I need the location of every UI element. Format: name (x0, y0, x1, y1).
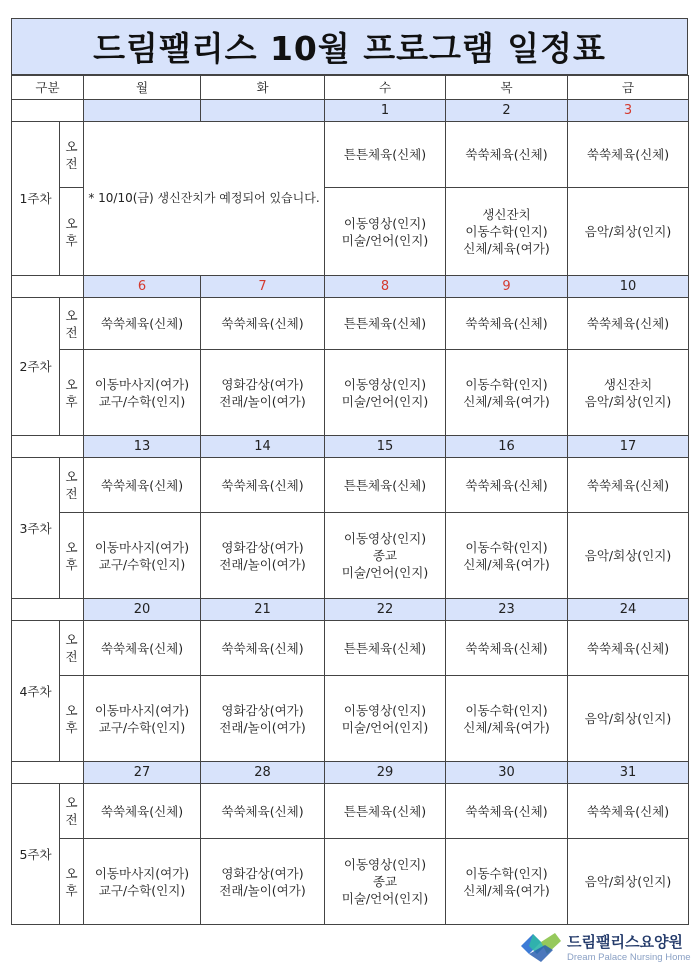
am-row (12, 298, 689, 350)
am-program-cell: 쑥쑥체육(신체) (201, 784, 325, 839)
am-label-char: 전 (65, 486, 78, 501)
date-cell: 24 (568, 599, 689, 621)
header-row (12, 76, 689, 100)
pm-label (60, 676, 84, 762)
am-label-char: 전 (65, 155, 78, 171)
pm-label (60, 839, 84, 925)
pm-program-cell (568, 188, 689, 276)
program-line: 미술/언어(인지) (341, 232, 429, 248)
pm-program-cell (84, 350, 201, 436)
date-cell: 31 (568, 762, 689, 784)
week-label: 1주차 (12, 122, 60, 276)
date-cell: 21 (201, 599, 325, 621)
am-program-cell: 쑥쑥체육(신체) (568, 621, 689, 676)
program-line: 이동마사지(여가) (94, 865, 190, 881)
date-row-label-cell (12, 436, 84, 458)
date-cell: 7 (201, 276, 325, 298)
am-program-cell: 튼튼체육(신체) (325, 621, 446, 676)
program-line: 생신잔치 (603, 376, 653, 392)
am-label (60, 122, 84, 188)
program-line: 신체/체육(여가) (463, 719, 550, 735)
program-line: 음악/회상(인지) (584, 874, 672, 889)
am-program-cell: 쑥쑥체육(신체) (84, 298, 201, 350)
am-program-cell: 쑥쑥체육(신체) (84, 784, 201, 839)
am-program-cell: 쑥쑥체육(신체) (446, 784, 568, 839)
week-label: 3주차 (12, 458, 60, 599)
logo-name-en: Dream Palace Nursing Home (567, 952, 691, 963)
am-program-cell: 쑥쑥체육(신체) (446, 621, 568, 676)
pm-program-cell (446, 839, 568, 925)
pm-program-cell (446, 188, 568, 276)
am-program-cell: 쑥쑥체육(신체) (446, 298, 568, 350)
am-label (60, 784, 84, 839)
am-program-cell: 쑥쑥체육(신체) (446, 458, 568, 513)
pm-label-char: 오 (65, 702, 78, 718)
program-line: 음악/회상(인지) (584, 711, 672, 726)
am-program-cell: 쑥쑥체육(신체) (201, 458, 325, 513)
date-cell: 9 (446, 276, 568, 298)
am-program-cell: 튼튼체육(신체) (325, 298, 446, 350)
pm-program-cell (568, 676, 689, 762)
pm-label-char: 후 (65, 393, 78, 409)
program-line: 이동영상(인지) (343, 857, 427, 872)
am-program-cell: 쑥쑥체육(신체) (568, 458, 689, 513)
pm-program-cell (325, 839, 446, 925)
header-day-mon: 월 (84, 76, 201, 100)
logo-name-ko: 드림팰리스요양원 (567, 933, 683, 951)
program-line: 미술/언어(인지) (341, 719, 429, 735)
am-label-char: 오 (65, 632, 78, 647)
am-program-cell: 쑥쑥체육(신체) (446, 122, 568, 188)
pm-program-cell (201, 839, 325, 925)
program-line: 전래/놀이(여가) (219, 882, 306, 898)
header-day-tue: 화 (201, 76, 325, 100)
date-cell: 17 (568, 436, 689, 458)
date-cell: 29 (325, 762, 446, 784)
am-program-cell: 쑥쑥체육(신체) (568, 784, 689, 839)
am-program-cell: 쑥쑥체육(신체) (201, 298, 325, 350)
am-program-cell: 쑥쑥체육(신체) (201, 621, 325, 676)
pm-row (12, 350, 689, 436)
program-line: 이동수학(인지) (465, 224, 548, 239)
program-line: 생신잔치 (482, 207, 531, 222)
am-label-char: 전 (65, 324, 78, 340)
pm-label (60, 188, 84, 276)
am-label (60, 458, 84, 513)
am-row (12, 458, 689, 513)
week-label: 4주차 (12, 621, 60, 762)
date-row (12, 762, 689, 784)
date-cell (201, 100, 325, 122)
program-line: 종교 (372, 548, 398, 563)
am-label-char: 오 (65, 795, 78, 810)
date-cell: 23 (446, 599, 568, 621)
am-program-cell: 쑥쑥체육(신체) (84, 621, 201, 676)
pm-label-char: 후 (65, 719, 78, 735)
date-cell: 1 (325, 100, 446, 122)
pm-program-cell (201, 513, 325, 599)
pm-program-cell (84, 839, 201, 925)
program-line: 신체/체육(여가) (463, 882, 550, 898)
am-label-char: 오 (65, 469, 78, 484)
am-label-char: 오 (65, 307, 78, 323)
date-cell: 14 (201, 436, 325, 458)
program-line: 음악/회상(인지) (584, 224, 672, 239)
date-row-label-cell (12, 762, 84, 784)
pm-label-char: 오 (65, 215, 78, 231)
pm-program-cell (325, 676, 446, 762)
pm-program-cell (568, 350, 689, 436)
pm-program-cell (325, 513, 446, 599)
header-day-wed: 수 (325, 76, 446, 100)
pm-row (12, 839, 689, 925)
pm-program-cell (568, 839, 689, 925)
program-line: 전래/놀이(여가) (219, 393, 306, 409)
pm-program-cell (446, 513, 568, 599)
program-line: 전래/놀이(여가) (219, 556, 306, 572)
date-cell (84, 100, 201, 122)
program-line: 이동마사지(여가) (94, 376, 190, 392)
am-row (12, 122, 689, 188)
date-cell: 2 (446, 100, 568, 122)
date-row-label-cell (12, 599, 84, 621)
date-cell: 16 (446, 436, 568, 458)
pm-row (12, 676, 689, 762)
am-program-cell: 쑥쑥체육(신체) (84, 458, 201, 513)
program-line: 미술/언어(인지) (341, 891, 429, 906)
program-line: 종교 (372, 874, 398, 889)
schedule-body (12, 76, 689, 925)
am-row (12, 621, 689, 676)
date-cell: 8 (325, 276, 446, 298)
pm-row (12, 513, 689, 599)
pm-label (60, 513, 84, 599)
pm-program-cell (201, 676, 325, 762)
date-cell: 27 (84, 762, 201, 784)
program-line: 이동마사지(여가) (94, 539, 190, 555)
pm-program-cell (325, 188, 446, 276)
pm-label-char: 후 (65, 882, 78, 898)
program-line: 이동영상(인지) (343, 702, 427, 718)
program-line: 교구/수학(인지) (98, 393, 186, 409)
am-program-cell: 쑥쑥체육(신체) (568, 298, 689, 350)
am-label-char: 오 (65, 138, 78, 154)
am-program-cell: 튼튼체육(신체) (325, 458, 446, 513)
program-line: 미술/언어(인지) (341, 565, 429, 580)
program-line: 신체/체육(여가) (463, 241, 550, 256)
date-cell: 30 (446, 762, 568, 784)
program-line: 이동영상(인지) (343, 215, 427, 231)
week-label: 2주차 (12, 298, 60, 436)
program-line: 이동영상(인지) (343, 531, 427, 546)
am-label (60, 298, 84, 350)
program-line: 교구/수학(인지) (98, 556, 186, 572)
program-line: 교구/수학(인지) (98, 719, 186, 735)
program-line: 이동수학(인지) (465, 376, 548, 392)
program-line: 영화감상(여가) (221, 865, 304, 881)
am-program-cell: 튼튼체육(신체) (325, 122, 446, 188)
date-cell: 10 (568, 276, 689, 298)
date-cell: 20 (84, 599, 201, 621)
program-line: 교구/수학(인지) (98, 882, 186, 898)
pm-label-char: 후 (65, 556, 78, 572)
schedule-table (11, 75, 689, 925)
pm-label-char: 오 (65, 539, 78, 555)
am-label-char: 전 (65, 812, 78, 827)
program-line: 전래/놀이(여가) (219, 719, 306, 735)
am-row (12, 784, 689, 839)
program-line: 이동수학(인지) (465, 702, 548, 718)
program-line: 이동수학(인지) (465, 865, 548, 881)
pm-program-cell (84, 513, 201, 599)
pm-label-char: 오 (65, 865, 78, 881)
pm-program-cell (84, 676, 201, 762)
pm-program-cell (446, 676, 568, 762)
date-row-label-cell (12, 276, 84, 298)
date-row (12, 276, 689, 298)
date-cell: 28 (201, 762, 325, 784)
pm-label (60, 350, 84, 436)
am-program-cell: 쑥쑥체육(신체) (568, 122, 689, 188)
program-line: 음악/회상(인지) (584, 548, 672, 563)
date-row-label-cell (12, 100, 84, 122)
program-line: 미술/언어(인지) (341, 393, 429, 409)
week-label: 5주차 (12, 784, 60, 925)
program-line: 신체/체육(여가) (463, 556, 550, 572)
program-line: 이동수학(인지) (465, 539, 548, 555)
program-line: 신체/체육(여가) (463, 393, 550, 409)
header-day-fri: 금 (568, 76, 689, 100)
page-title: 드림팰리스 10월 프로그램 일정표 (11, 18, 688, 75)
date-cell: 3 (568, 100, 689, 122)
logo-heart-icon (521, 933, 561, 962)
pm-label-char: 후 (65, 232, 78, 248)
pm-program-cell (446, 350, 568, 436)
program-line: 이동영상(인지) (343, 376, 427, 392)
header-day-thu: 목 (446, 76, 568, 100)
am-label-char: 전 (65, 649, 78, 664)
program-line: 영화감상(여가) (221, 539, 304, 555)
program-line: 영화감상(여가) (221, 702, 304, 718)
date-row (12, 599, 689, 621)
pm-label-char: 오 (65, 376, 78, 392)
program-line: 음악/회상(인지) (584, 393, 672, 409)
program-line: 이동마사지(여가) (94, 702, 190, 718)
pm-program-cell (201, 350, 325, 436)
date-cell: 15 (325, 436, 446, 458)
date-cell: 13 (84, 436, 201, 458)
am-label (60, 621, 84, 676)
am-program-cell: 튼튼체육(신체) (325, 784, 446, 839)
date-cell: 22 (325, 599, 446, 621)
header-category: 구분 (12, 76, 84, 100)
date-cell: 6 (84, 276, 201, 298)
date-row (12, 100, 689, 122)
program-line: 영화감상(여가) (221, 376, 304, 392)
date-row (12, 436, 689, 458)
schedule-note: * 10/10(금) 생신잔치가 예정되어 있습니다. (84, 122, 325, 276)
pm-program-cell (568, 513, 689, 599)
pm-program-cell (325, 350, 446, 436)
